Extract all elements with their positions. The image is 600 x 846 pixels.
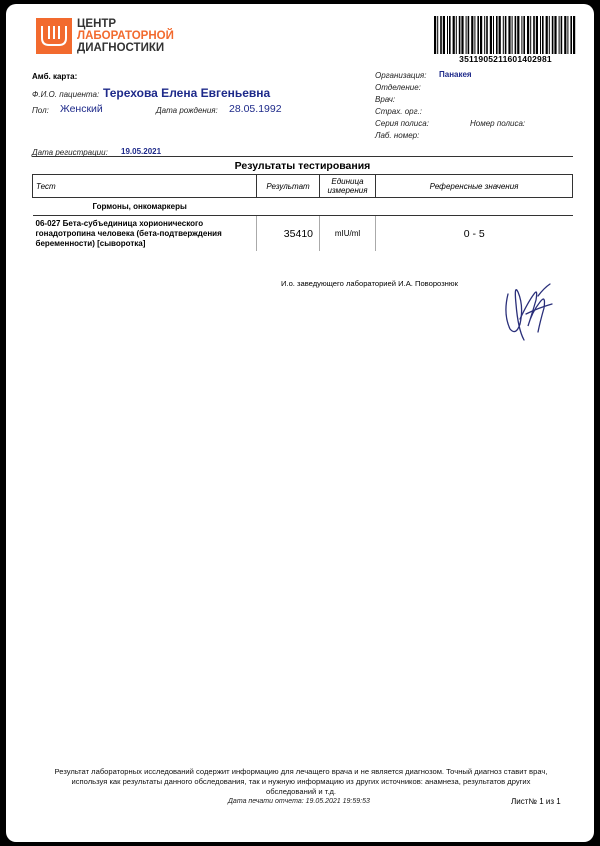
amb-card-label: Амб. карта: <box>32 72 78 81</box>
group-label: Гормоны, онкомаркеры <box>33 198 573 216</box>
logo-mark-icon <box>36 18 72 54</box>
signature-line: И.о. заведующего лабораторией И.А. Поворознюк <box>281 279 458 288</box>
patient-dob: 28.05.1992 <box>229 103 282 115</box>
sex-label: Пол: <box>32 106 49 115</box>
policy-number-label: Номер полиса: <box>470 119 526 128</box>
divider <box>32 156 573 157</box>
handwritten-signature-icon <box>498 274 558 346</box>
test-name: 06-027 Бета-субъединица хорионического гонадотропина человека (бета-подтверждения беременности) [сыворотка] <box>33 216 257 252</box>
results-table <box>32 174 573 251</box>
patient-name-label: Ф.И.О. пациента: <box>32 90 100 99</box>
registration-date: 19.05.2021 <box>121 147 162 156</box>
logo-text: ЦЕНТР ЛАБОРАТОРНОЙ ДИАГНОСТИКИ <box>77 18 174 54</box>
table-header-row <box>33 175 573 198</box>
dob-label: Дата рождения: <box>156 106 218 115</box>
registration-label: Дата регистрации: <box>32 148 108 157</box>
col-header-ref: Референсные значения <box>376 175 573 198</box>
insurer-label: Страх. орг.: <box>375 107 422 116</box>
policy-series-label: Серия полиса: <box>375 119 429 128</box>
dept-label: Отделение: <box>375 83 421 92</box>
test-result: 35410 <box>257 216 320 252</box>
report-page <box>6 4 594 842</box>
disclaimer: Результат лабораторных исследований содержит информацию для лечащего врача и не является диагнозом. Точный диагноз ставит врач, используя как результаты данного обследования, так и нужную информацию из других источников: анамнеза, результатов других обследований и т.д. <box>54 767 548 796</box>
results-title: Результаты тестирования <box>234 160 371 172</box>
col-header-test: Тест <box>33 175 257 198</box>
org-value: Панакея <box>439 70 472 79</box>
org-label: Организация: <box>375 71 427 80</box>
table-row <box>33 216 573 252</box>
doctor-label: Врач: <box>375 95 396 104</box>
print-date: Дата печати отчета: 19.05.2021 19:59:53 <box>228 798 370 805</box>
lab-logo <box>36 18 174 54</box>
patient-sex: Женский <box>60 103 103 115</box>
barcode-number: 3511905211601402981 <box>459 54 552 64</box>
patient-name: Терехова Елена Евгеньевна <box>103 86 271 100</box>
col-header-result: Результат <box>257 175 320 198</box>
test-ref: 0 - 5 <box>463 227 485 240</box>
barcode-icon <box>433 16 578 54</box>
lab-number-label: Лаб. номер: <box>375 131 420 140</box>
page-number: Лист№ 1 из 1 <box>511 797 561 806</box>
test-unit: mIU/ml <box>320 216 376 252</box>
col-header-unit: Единица измерения <box>320 175 376 198</box>
group-row <box>33 198 573 216</box>
